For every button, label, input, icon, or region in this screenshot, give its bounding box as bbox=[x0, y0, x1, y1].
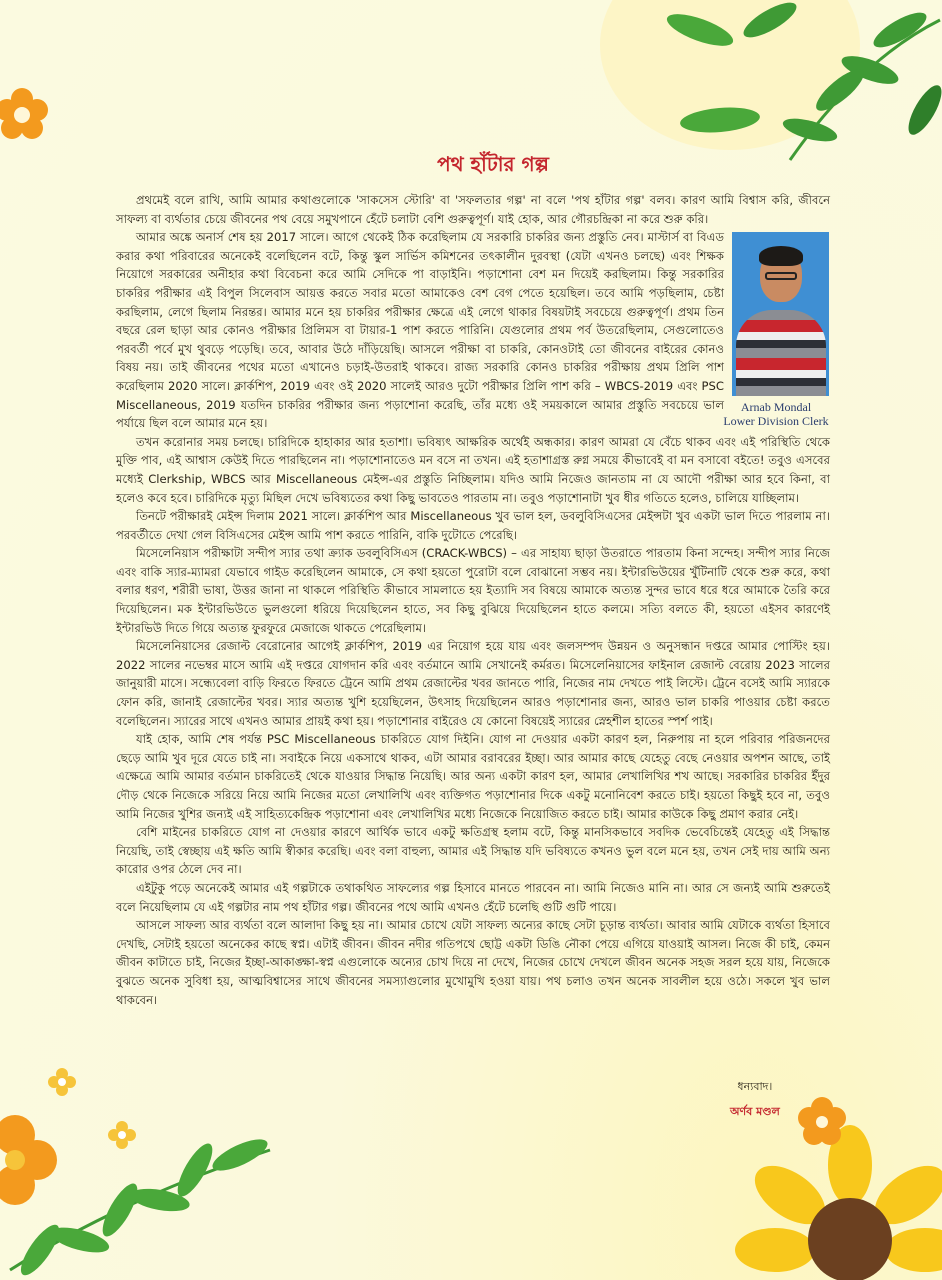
closing-text: ধন্যবাদ। bbox=[737, 1080, 773, 1093]
author-signature: অর্ণব মণ্ডল bbox=[730, 1105, 780, 1118]
photo-caption bbox=[722, 400, 830, 428]
paragraph: আমার অঙ্কে অনার্স শেষ হয় 2017 সালে। আগে থেকেই ঠিক করেছিলাম যে সরকারি চাকরির জন্য প্রস্তুতি নেব। মাস্টার্স বা বিএড করার কথা পরিবারের অনেকেই বলেছিলেন বটে, কিন্তু স্কুল সার্ভিস কমিশনের তৎকালীন দুরবস্থা (যেটা এখনও চলছে) এবং শিক্ষক নিয়োগে সরকারের অনীহার কথা বিবেচনা করে আমি সেদিকে পা বাড়াইনি। পড়াশোনা বেশ মন দিয়েই করছিলাম। কিন্তু সরকারির চাকরির পরীক্ষার এই বিপুল সিলেবাস আয়ত্ত করতে সবার মতো আমাকেও বেশ বেগ পেতে হয়েছিল। তবে আমি পড়ছিলাম, চেষ্টা করছিলাম, লেগে ছিলাম নিরন্তর। আমার মনে হয় চাকরির পরীক্ষার ক্ষেত্রে এই লেগে থাকার বিষয়টাই সবচেয়ে গুরুত্বপূর্ণ। প্রথম তিন বছরে রেল ছাড়া আর কোনও পরীক্ষার প্রিলিমস বা টায়ার-1 পাশ করতে পারিনি। যেগুলোর প্রথম পর্ব উতরেছিলাম, সেগুলোতেও পরবর্তী পর্বে মুখ থুবড়ে পড়েছি। তবে, আবার উঠে দাঁড়িয়েছি। আসলে পরীক্ষা বা চাকরি, কোনওটাই তো জীবনের বাইরের কোনও বিষয় নয়। তাই জীবনের পথের মতো এখানেও চড়াই-উতরাই থাকবে। রাজ্য সরকারি কোনও চাকরির পরীক্ষায় প্রথম প্রিলি পাশ করেছিলাম 2020 সালে। ক্লার্কশিপ, 2019 এবং ওই 2020 সালেই আরও দুটো পরীক্ষার প্রিলি পাশ করি – WBCS-2019 এবং PSC Miscellaneous, 2019 যতদিন চাকরির পরীক্ষার জন্য পড়াশোনা করেছি, তাঁর মধ্যে ওই সময়কালে আমার প্রস্তুতি সবচেয়ে ভাল পর্যায়ে ছিল বলে আমার মনে হয়। bbox=[116, 230, 725, 431]
paragraph: তখন করোনার সময় চলছে। চারিদিকে হাহাকার আর হতাশা। ভবিষ্যৎ আক্ষরিক অর্থেই অন্ধকার। কারণ আমরা যে বেঁচে থাকব এবং এই পরিস্থিতি থেকে মুক্তি পাব, এই আশ্বাস কেউই দিতে পারছিলেন না। পড়াশোনাতেও মন বসে না তখন। এই হতাশাগ্রস্ত রুগ্ন সময়ে কীভাবেই বা মন বসাবো বইতে! তবুও এসবের মধ্যেই Clerkship, WBCS আর Miscellaneous মেইন্স-এর প্রস্তুতি নিচ্ছিলাম। যদিও আমি নিজেও জানতাম না যে আদৌ পরীক্ষা আর হবে কিনা, বা হলেও কবে হবে। চারিদিকে মৃত্যু মিছিল দেখে ভবিষ্যতের কথা কিছু ভাবতেও পারতাম না। তবুও পড়াশোনাটা খুব ধীর গতিতে হলেও, চালিয়ে যাচ্ছিলাম। bbox=[116, 434, 830, 505]
paragraph: তিনটে পরীক্ষারই মেইন্স দিলাম 2021 সালে। ক্লার্কশিপ আর Miscellaneous খুব ভাল হল, ডবলুবিসিএসের মেইন্সটা খুব একটা ভাল দিতে পারলাম না। পরবর্তীতে দেখা গেল বিসিএসের মেইন্স আমি পাশ করতে পারিনি, বাকি দুটোতে পেরেছি। bbox=[116, 509, 830, 542]
paragraph: মিসেলেনিয়াসের রেজাল্ট বেরোনোর আগেই ক্লার্কশিপ, 2019 এর নিয়োগ হয়ে যায় এবং জলসম্পদ উন্নয়ন ও অনুসন্ধান দপ্তরে আমার পোস্টিং হয়। 2022 সালের নভেম্বর মাসে আমি এই দপ্তরে যোগদান করি এবং বর্তমানে আমি সেখানেই কর্মরত। মিসেলেনিয়াসের ফাইনাল রেজাল্ট বেরোয় 2023 সালের জানুয়ারী মাসে। সন্ধ্যেবেলা বাড়ি ফিরতে ফিরতে ট্রেনে আমি প্রথম রেজাল্টের খবর জানতে পারি, নিজের নাম দেখতে পাই লিস্টে। ট্রেনে বসেই আমি স্যারকে ফোন করি, জানাই রেজাল্টের খবর। স্যার অত্যন্ত খুশি হয়েছিলেন, উৎসাহ দিয়েছিলেন আরও পড়াশোনার জন্য, আরও ভাল চাকরি পাওয়ার চেষ্টা করতে বলেছিলেন। স্যারের সাথে এখনও আমার প্রায়ই কথা হয়। পড়াশোনার বাইরেও যে কোনো বিষয়েই স্যারের স্নেহশীল হাতের স্পর্শ পাই। bbox=[116, 639, 830, 728]
flower-top-left-icon bbox=[0, 75, 60, 160]
author-designation: Lower Division Clerk bbox=[723, 414, 829, 429]
signature-block bbox=[730, 1078, 780, 1122]
paragraph: প্রথমেই বলে রাখি, আমি আমার কথাগুলোকে 'সাকসেস স্টোরি' বা 'সফলতার গল্প' না বলে 'পথ হাঁটার গল্প' বলব। কারণ আমি বিশ্বাস করি, জীবনে সাফল্য বা ব্যর্থতার চেয়ে জীবনের পথ বেয়ে সমুখপানে হেঁটে চলাটা বেশি গুরুত্বপূর্ণ। যাই হোক, আর গৌরচন্দ্রিকা না করে শুরু করি। bbox=[116, 193, 830, 226]
paragraph: বেশি মাইনের চাকরিতে যোগ না দেওয়ার কারণে আর্থিক ভাবে একটু ক্ষতিগ্রস্থ হলাম বটে, কিন্তু মানসিকভাবে সবদিক ভেবেচিন্তেই যেহেতু এই সিদ্ধান্ত নিয়েছি, তাই স্বেচ্ছায় এই ক্ষতি আমি স্বীকার করেছি। এবং বলা বাহুল্য, আমার এই সিদ্ধান্ত যদি ভবিষ্যতে কখনও ভুল বলে মনে হয়, তখন সেই দায় আমি অন্য কারোর ওপর ঠেলে দেব না। bbox=[116, 825, 830, 877]
paragraph: এইটুকু পড়ে অনেকেই আমার এই গল্পটাকে তথাকথিত সাফল্যের গল্প হিসাবে মানতে পারবেন না। আমি নিজেও মানি না। আর সে জন্যই আমি শুরুতেই বলে নিয়েছিলাম যে এই গল্পটার নাম পথ হাঁটার গল্প। জীবনের পথে আমি এখনও হেঁটে চলেছি গুটি গুটি পায়ে। bbox=[116, 880, 830, 914]
article bbox=[116, 150, 830, 1009]
paragraph: আসলে সাফল্য আর ব্যর্থতা বলে আলাদা কিছু হয় না। আমার চোখে যেটা সাফল্য অন্যের কাছে সেটা চূড়ান্ত ব্যর্থতা। আবার আমি যেটাকে ব্যর্থতা হিসাবে দেখছি, সেটাই হয়তো অনেকের কাছে স্বপ্ন। এটাই জীবন। জীবন নদীর গতিপথে ছোট্ট একটা ডিঙি নৌকা পেয়ে এগিয়ে যাওয়াই আসল। নিজে কী চাই, কেমন জীবন কাটাতে চাই, নিজের ইচ্ছা-আকাঙ্ক্ষা-স্বপ্ন এগুলোকে অন্যের চোখ দিয়ে না দেখে, নিজের চোখে দেখলে জীবন অনেক সহজ সরল হয়ে যায়, নিজেকে বুঝতে অনেক সুবিধা হয়, আত্মবিশ্বাসের সাথে জীবনের সমস্যাগুলোর মুখোমুখি হওয়া যায়। পথ চলাও তখন অনেক সাবলীল হয়ে ওঠে। সকলে খুব ভাল থাকবেন। bbox=[116, 918, 830, 1007]
paragraph: যাই হোক, আমি শেষ পর্যন্ত PSC Miscellaneous চাকরিতে যোগ দিইনি। যোগ না দেওয়ার একটা কারণ হল, নিরুপায় না হলে পরিবার পরিজনদের ছেড়ে আমি খুব দূরে যেতে চাই না। সবাইকে নিয়ে একসাথে থাকব, এটা আমার বরাবরের ইচ্ছা। আর আমার কাছে যেহেতু বেছে নেওয়ার অপশন আছে, তাই এক্ষেত্রে আমি আমার বর্তমান চাকরিতেই থেকে যাওয়ার সিদ্ধান্ত নিয়েছি। আর অন্য একটা কারণ হল, আমার লেখালিখির শখ আছে। সরকারির চাকরির ইঁদুর দৌড় থেকে নিজেকে সরিয়ে নিয়ে আমি নিজের মতো লেখালিখি এবং ব্যক্তিগত পড়াশোনার দিকে একটু মনোনিবেশ করতে চাই। হয়তো কিছুই হবে না, তবুও আমি নিজের খুশির জন্যই এই সাহিত্যকেন্দ্রিক পড়াশোনা এবং লেখালিখির মধ্যে নিজেকে নিয়োজিত করতে চাই। আমার কাউকে কিছু প্রমাণ করার নেই। bbox=[116, 732, 830, 821]
author-name: Arnab Mondal bbox=[740, 400, 812, 415]
article-title: পথ হাঁটার গল্প bbox=[437, 152, 549, 176]
paragraph: মিসেলেনিয়াস পরীক্ষাটা সন্দীপ স্যার তথা ক্র্যাক ডবলুবিসিএস (CRACK-WBCS) – এর সাহায্য ছাড়া উতরাতে পারতাম কিনা সন্দেহ। সন্দীপ স্যার নিজে এবং বাকি স্যার-ম্যামরা যেভাবে গাইড করেছিলেন আমাকে, সে কথা হয়তো পুরোটা বলে বোঝানো সম্ভব নয়। ইন্টারভিউয়ের খুঁটিনাটি থেকে শুরু করে, কথা বলার ধরণ, শরীরী ভাষা, উত্তর জানা না থাকলে পরিস্থিতি কীভাবে সামলাতে হয় ইত্যাদি সব বিষয়ে আমাকে অত্যন্ত সুন্দর ভাবে ধরে ধরে আমাকে তৈরি করে দিয়েছিলেন। মক ইন্টারভিউতে ভুলগুলো ধরিয়ে দিয়েছিলেন হাতে, সব কিছু বুঝিয়ে দিয়েছিলেন হাতে কলমে। সত্যি বলতে কী, হয়তো এইসব কারণেই ইন্টারভিউ দিতে গিয়ে অত্যন্ত ফুরফুরে মেজাজে থাকতে পেরেছিলাম। bbox=[116, 546, 830, 635]
author-photo-box bbox=[723, 232, 830, 429]
leaves-bottom-left-icon bbox=[0, 1060, 290, 1280]
author-photo bbox=[732, 232, 829, 396]
